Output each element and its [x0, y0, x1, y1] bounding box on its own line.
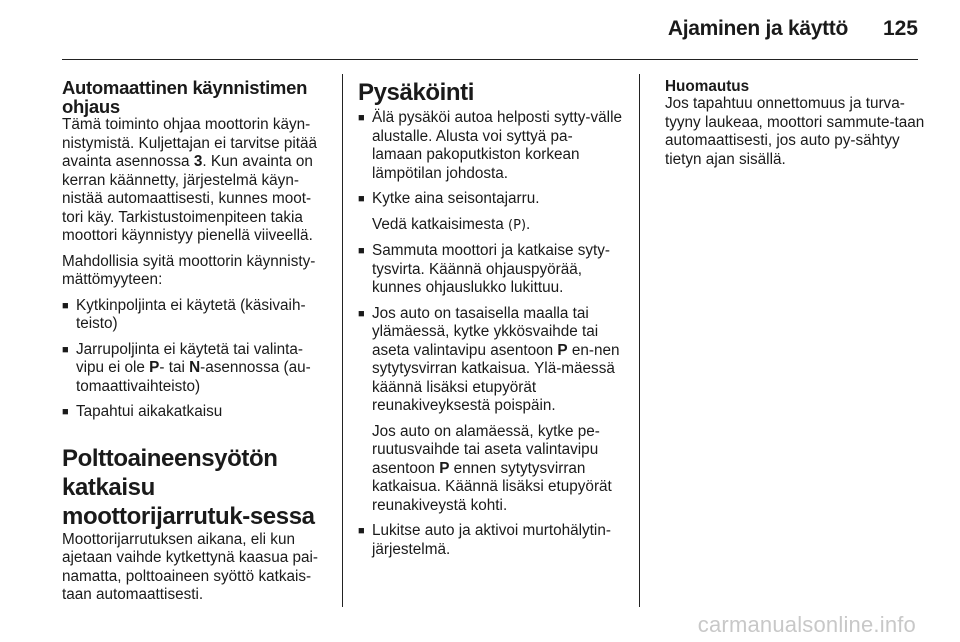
list-item: ■ Sammuta moottori ja katkaise syty-tysvirta. Käännä ohjauspyörää, kunnes ohjauslukko lukittuu. — [358, 242, 622, 298]
watermark: carmanualsonline.info — [697, 612, 916, 637]
list-item: ■ Jos auto on tasaisella maalla tai ylämäessä, kytke ykkösvaihde tai aseta valintavipu asentoon P en-nen sytytysvirran katkaisua. Ylä-mäessä käännä lisäksi etupyörät reunakiveyksestä poispäin. — [358, 305, 622, 416]
section-title-fuel-cutoff: Polttoaineensyötön katkaisu moottorijarrutuk-sessa — [62, 444, 315, 530]
causes-list — [62, 297, 326, 422]
header-divider — [62, 59, 918, 60]
list-item: ■ Kytke aina seisontajarru. — [358, 190, 622, 209]
section-title-auto-starter: Automaattinen käynnistimen ohjaus — [62, 77, 308, 117]
list-item: ■ Jarrupoljinta ei käytetä tai valinta-vipu ei ole P- tai N-asennossa (au-tomaattivaihteisto) — [62, 341, 326, 397]
column-3 — [665, 78, 925, 169]
list-item: ■ Kytkinpoljinta ei käytetä (käsivaih-teisto) — [62, 297, 326, 334]
column-2 — [358, 78, 622, 559]
note-title: Huomautus — [665, 78, 750, 95]
paragraph-starter-description: Tämä toiminto ohjaa moottorin käyn-nistymistä. Kuljettajan ei tarvitse pitää avainta asennossa 3. Kun avainta on kerran käännetty, järjestelmä käyn-nistää automaattisesti, kunnes moot-tori käy. Tarkistustoimenpiteen takia moottori käynnistyy pienellä viiveellä. — [62, 116, 318, 244]
list-item: ■ Älä pysäköi autoa helposti sytty-välle alustalle. Alusta voi syttyä pa-lamaan pakoputkiston korkean lämpötilan johdosta. — [358, 109, 622, 183]
paragraph-fuel-cutoff: Moottorijarrutuksen aikana, eli kun ajetaan vaihde kytkettynä kaasua pai-namatta, polttoaineen syöttö katkais-taan automaattisesti. — [62, 530, 318, 603]
section-title-parking: Pysäköinti — [358, 79, 475, 106]
page-number: 125 — [882, 17, 918, 40]
parking-list-continued — [358, 242, 622, 416]
page-header — [0, 0, 960, 62]
note-text: Jos tapahtuu onnettomuus ja turva-tyyny laukeaa, moottori sammute-taan automaattisesti, jos auto py-sähtyy tietyn ajan sisällä. — [665, 95, 925, 168]
parking-brake-icon: (P) — [508, 217, 527, 233]
running-head-title: Ajaminen ja käyttö — [667, 17, 848, 40]
list-item: ■ Tapahtui aikakatkaisu — [62, 403, 326, 422]
downhill-instruction: Jos auto on alamäessä, kytke pe-ruutusvaihde tai aseta valintavipu asentoon P ennen sytytysvirran katkaisua. Käännä lisäksi etupyörät reunakiveystä kohti. — [372, 422, 612, 514]
parking-list-final — [358, 522, 622, 559]
column-1 — [62, 78, 326, 605]
list-item: ■ Lukitse auto ja aktivoi murtohälytin-järjestelmä. — [358, 522, 622, 559]
column-divider-2 — [639, 74, 640, 607]
paragraph-possible-causes: Mahdollisia syitä moottorin käynnisty-mättömyyteen: — [62, 252, 316, 288]
column-divider-1 — [342, 74, 343, 607]
parking-brake-instruction: Vedä katkaisimesta (P). — [372, 215, 531, 233]
parking-list — [358, 109, 622, 209]
